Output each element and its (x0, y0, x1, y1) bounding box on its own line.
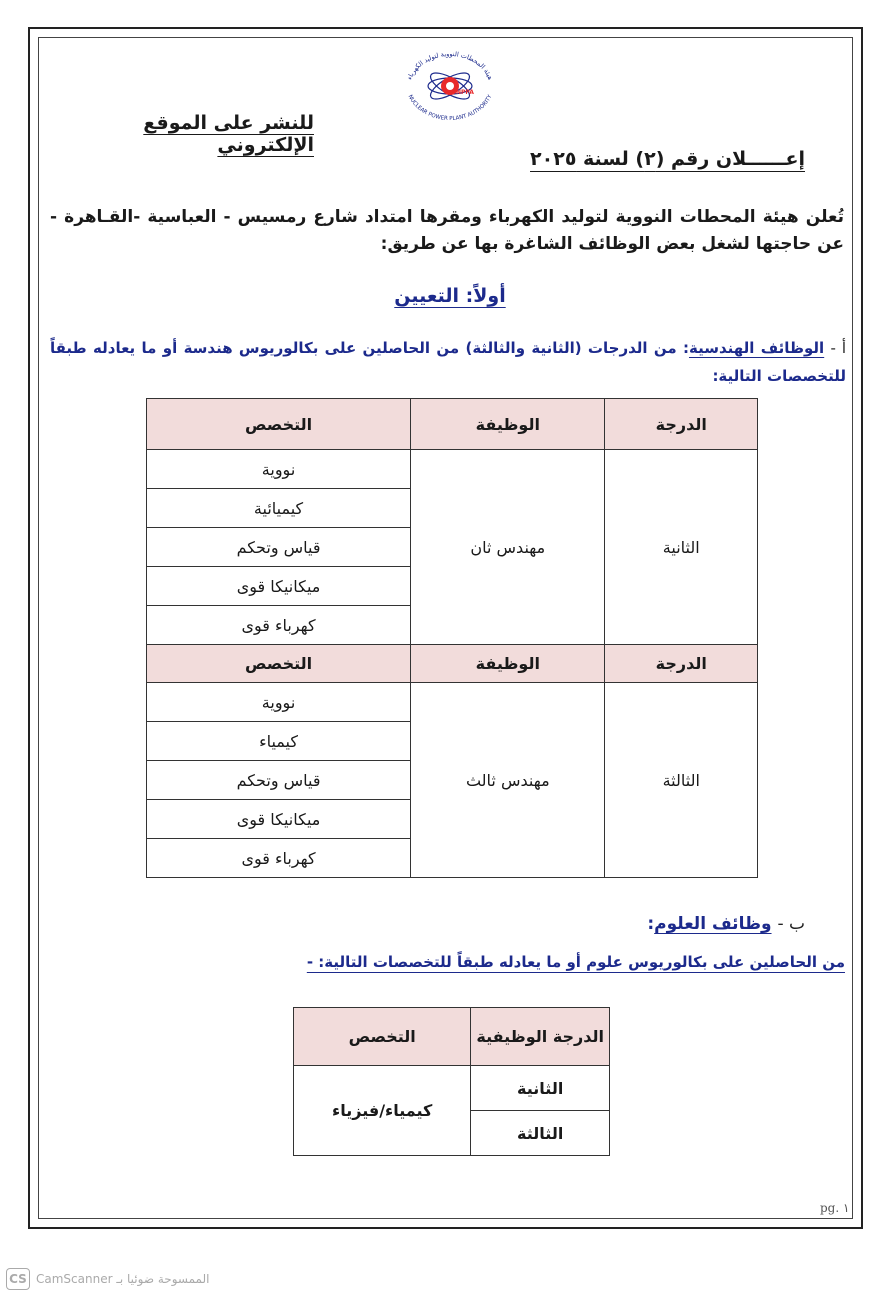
job-cell: مهندس ثان (411, 450, 605, 645)
engineering-text: : من الدرجات (الثانية والثالثة) من الحاصلين على بكالوريوس هندسة أو ما يعادله طبقاً للتخصصات التالية: (50, 339, 846, 385)
grade-cell: الثانية (605, 450, 758, 645)
engineering-jobs-intro (50, 334, 846, 390)
specialty-cell: ميكانيكا قوى (147, 800, 411, 839)
atom-logo-icon (392, 42, 508, 124)
logo-initials: NPPA (456, 89, 474, 96)
table-row (147, 450, 758, 489)
scanner-watermark-text: الممسوحة ضوئيا بـ CamScanner (36, 1272, 210, 1286)
science-jobs-text: من الحاصلين على بكالوريوس علوم أو ما يعادله طبقاً للتخصصات التالية: - (306, 953, 845, 971)
specialty-cell: كهرباء قوى (147, 839, 411, 878)
grade-cell: الثانية (471, 1066, 610, 1111)
engineering-label: الوظائف الهندسية (688, 339, 825, 357)
science-colon: : (647, 914, 655, 934)
specialty-cell: نووية (147, 450, 411, 489)
logo-arabic-text: هيئة المحطات النووية لتوليد الكهرباء (405, 49, 495, 81)
table-row (147, 683, 758, 722)
announcement-title: إعــــــلان رقم (٢) لسنة ٢٠٢٥ (530, 148, 805, 170)
svg-text:NUCLEAR POWER PLANT AUTHORITY (407, 94, 494, 122)
specialty-cell: كهرباء قوى (147, 606, 411, 645)
grade-cell: الثالثة (471, 1111, 610, 1156)
header-specialty: التخصص (147, 399, 411, 450)
science-jobs-heading (647, 914, 805, 934)
engineering-jobs-table (146, 398, 758, 878)
specialty-cell: ميكانيكا قوى (147, 567, 411, 606)
engineering-marker: أ - (830, 339, 847, 357)
table-header-row (147, 399, 758, 450)
page-number: pg. ١ (820, 1201, 850, 1215)
section-heading-appointment: أولاً: التعيين (394, 285, 506, 307)
announcement-intro: تُعلن هيئة المحطات النووية لتوليد الكهرباء ومقرها امتداد شارع رمسيس - العباسية -القـاهرة - عن حاجتها لشغل بعض الوظائف الشاغرة بها عن طريق: (50, 207, 844, 254)
specialty-cell: كيميائية (147, 489, 411, 528)
header-job: الوظيفة (411, 645, 605, 683)
specialty-cell: كيمياء (147, 722, 411, 761)
job-cell: مهندس ثالث (411, 683, 605, 878)
header-grade: الدرجة (605, 645, 758, 683)
camscanner-logo-icon: CS (6, 1268, 30, 1290)
science-marker: ب - (777, 914, 805, 934)
table-header-row (147, 645, 758, 683)
header-grade: الدرجة (605, 399, 758, 450)
header-specialty: التخصص (147, 645, 411, 683)
header-specialty: التخصص (294, 1008, 471, 1066)
specialty-cell: قياس وتحكم (147, 761, 411, 800)
logo-english-text: NUCLEAR POWER PLANT AUTHORITY (406, 94, 494, 123)
table-header-row (294, 1008, 610, 1066)
grade-cell: الثالثة (605, 683, 758, 878)
science-jobs-table (293, 1007, 610, 1156)
table-row (294, 1066, 610, 1111)
specialty-cell: كيمياء/فيزياء (294, 1066, 471, 1156)
header-job-grade: الدرجة الوظيفية (471, 1008, 610, 1066)
science-label: وظائف العلوم (654, 914, 772, 934)
scanner-watermark (6, 1268, 209, 1290)
header-job: الوظيفة (411, 399, 605, 450)
publish-note: للنشر على الموقع الإلكتروني (143, 112, 314, 156)
specialty-cell: قياس وتحكم (147, 528, 411, 567)
specialty-cell: نووية (147, 683, 411, 722)
